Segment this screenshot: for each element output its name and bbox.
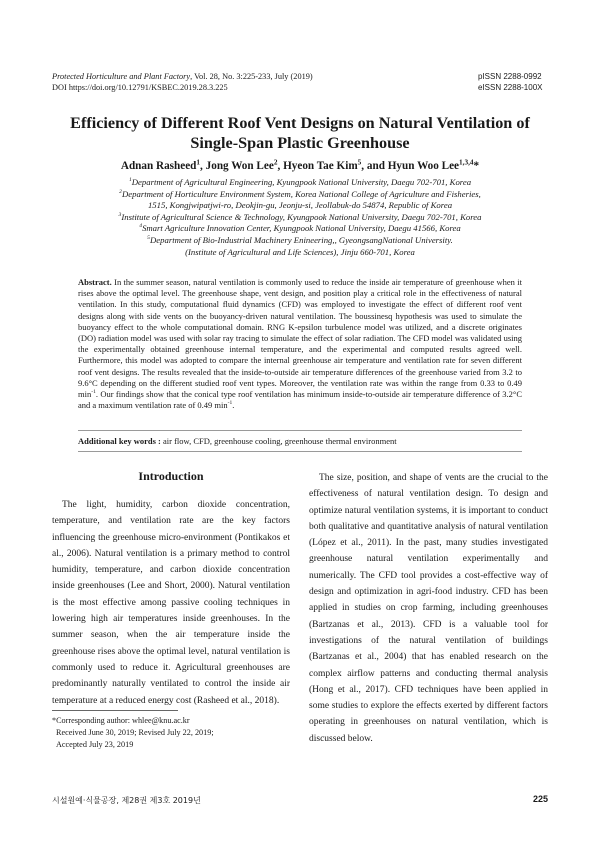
keywords-label: Additional key words : bbox=[78, 436, 161, 446]
eissn: eISSN 2288-100X bbox=[478, 83, 543, 92]
keywords-text: air flow, CFD, greenhouse cooling, greenhouse thermal environment bbox=[160, 436, 397, 446]
abstract-label: Abstract. bbox=[78, 277, 112, 287]
paragraph: The light, humidity, carbon dioxide concentration, temperature, and ventilation rate are the key factors influencing the greenhouse micro-environment (Pontikakos et al., 2006). Natural ventilation is a primary method to control humidity, temperature, and carbon dioxide concentration inside greenhouses (Lee and Short, 2000). Natural ventilation is the most effective among passive cooling techniques in lowering high air temperatures inside greenhouses. In the summer season, when the air temperature inside the greenhouse rises above the optimal level, natural ventilation is commonly used to reduce it. Agricultural greenhouses are predominantly naturally ventilated to control the inside air temperature at a reduced energy cost (Rasheed et al., 2018). bbox=[52, 500, 290, 706]
affiliation-line: $^5$Department of Bio-Industrial Machinery Enineering,, GyeongsangNational University. bbox=[147, 234, 453, 245]
journal-header bbox=[52, 71, 313, 93]
footer-journal-korean: 시설원예·식물공장, 제28권 제3호 2019년 bbox=[52, 796, 201, 805]
accepted-date: Accepted July 23, 2019 bbox=[56, 740, 134, 749]
abstract: Abstract. In the summer season, natural ventilation is commonly used to reduce the inside air temperature of greenhouse when it rises above the optimal level. The greenhouse shape, vent design, and position play a critical role in the effectiveness of natural ventilation. In this study, computational fluid dynamics (CFD) was employed to investigate the effect of different roof vent designs along with side vents on the buoyancy-driven natural ventilation. The boussinesq hypothesis was used to simulate the buoyancy effect to the whole computational domain. RNG K-epsilon turbulence model was utilized, and a discrete originates (DO) radiation model was used with solar ray tracing to simulate the effect of solar radiation. The CFD model was validated using the experimentally obtained greenhouse internal temperature, and the experimental and computed results agreed well. Furthermore, this model was adopted to compare the internal greenhouse air temperature and ventilation rate for seven different roof vent designs. The results revealed that the inside-to-outside air temperature differences of the greenhouse varied from 3.2 to 9.6°C depending on the different studied roof vent types. Moreover, the ventilation rate was within the range from 0.33 to 0.49 $\min^{-1}$. Our findings show that the conical type roof ventilation has minimum inside-to-outside air temperature difference of 3.2°C and a maximum ventilation rate of 0.49 $\min^{-1}$. bbox=[78, 277, 523, 411]
divider bbox=[78, 451, 522, 452]
intro-right-column bbox=[309, 470, 548, 747]
journal-citation: Protected Horticulture and Plant Factory, Vol. 28, No. 3:225-233, July (2019) bbox=[52, 72, 313, 81]
affiliations bbox=[40, 177, 560, 258]
divider bbox=[78, 430, 522, 431]
page-number: 225 bbox=[532, 794, 548, 804]
corresponding-author: *Corresponding author: whlee@knu.ac.kr bbox=[52, 716, 190, 725]
abstract-text: In the summer season, natural ventilation is commonly used to reduce the inside air temperature of greenhouse when it rises above the optimal level. The greenhouse shape, vent design, and position play a critical role in the effectiveness of natural ventilation. In this study, computational fluid dynamics (CFD) was employed to investigate the effect of different roof vent designs along with side vents on the buoyancy-driven natural ventilation. The boussinesq hypothesis was used to simulate the buoyancy effect to the whole computational domain. RNG K-epsilon turbulence model was utilized, and a discrete originates (DO) radiation model was used with solar ray tracing to simulate the effect of solar radiation. The CFD model was validated using the experimentally obtained greenhouse internal temperature, and the experimental and computed results agreed well. Furthermore, this model was adopted to compare the internal greenhouse air temperature and ventilation rate for seven different roof vent designs. The results revealed that the inside-to-outside air temperature differences of the greenhouse varied from 3.2 to 9.6°C depending on the different studied roof vent types. Moreover, the ventilation rate was within the range from 0.33 to 0.49 min bbox=[78, 277, 523, 400]
section-heading-introduction: Introduction bbox=[138, 469, 204, 483]
affiliation-line: $^3$Institute of Agricultural Science & Technology, Kyungpook National University, Daegu 702-701, Korea bbox=[118, 211, 482, 222]
doi-line[interactable]: DOI https://doi.org/10.12791/KSBEC.2019.28.3.225 bbox=[52, 83, 228, 92]
affiliation-line: $^4$Smart Agriculture Innovation Center, Kyungpook National University, Daegu 41566, Korea bbox=[139, 223, 461, 234]
received-date: Received June 30, 2019; Revised July 22, 2019; bbox=[56, 728, 214, 737]
keywords bbox=[78, 436, 522, 447]
author-name: Adnan Rasheed bbox=[120, 160, 197, 172]
issn-block bbox=[478, 71, 548, 93]
affiliation-line: $^2$Department of Horticulture Environment System, Korea National College of Agriculture and Fisheries, bbox=[119, 188, 481, 199]
author-name: Hyeon Tae Kim bbox=[283, 160, 358, 172]
footnote-rule bbox=[52, 710, 178, 711]
author-name: Jong Won Lee bbox=[205, 160, 274, 172]
affiliation-line: (Institute of Agricultural and Life Sciences), Jinju 660-701, Korea bbox=[185, 246, 415, 257]
footnotes bbox=[52, 715, 290, 751]
author-list: Adnan Rasheed$^1$, Jong Won Lee$^2$, Hyeon Tae Kim$^5$, and Hyun Woo Lee$^{1,3,4}$* bbox=[120, 158, 480, 172]
author-name: Hyun Woo Lee bbox=[387, 160, 460, 172]
affiliation-line: 1515, Kongjwipatjwi-ro, Deokjin-gu, Jeonju-si, Jeollabuk-do 54874, Republic of Korea bbox=[147, 200, 453, 211]
paper-title: Efficiency of Different Roof Vent Designs on Natural Ventilation of Single-Span Plastic Greenhouse bbox=[70, 114, 530, 152]
paragraph: The size, position, and shape of vents are the crucial to the effectiveness of natural ventilation design. To design and optimize natural ventilation systems, it is important to conduct both qualitative and quantitative analysis of natural ventilation (López et al., 2011). In the past, many studies investigated greenhouse natural ventilation experimentally and numerically. The CFD tool provides a cost-effective way of design and optimization in agri-food industry. CFD has been applied in studies on crop farming, including greenhouses (Bartzanas et al., 2013). CFD is a valuable tool for investigations of the natural ventilation of buildings (Bartzanas et al., 2004) that has enabled research on the complex airflow patterns and conducting thermal analysis (Hong et al., 2017). CFD techniques have been applied in some studies to explore the effects exerted by different factors operating in greenhouses on natural ventilation, which is discussed below. bbox=[309, 473, 548, 744]
affiliation-line: $^1$Department of Agricultural Engineering, Kyungpook National University, Daegu 702-701, Korea bbox=[128, 177, 472, 187]
intro-left-column bbox=[52, 497, 290, 709]
pissn: pISSN 2288-0992 bbox=[478, 72, 542, 81]
